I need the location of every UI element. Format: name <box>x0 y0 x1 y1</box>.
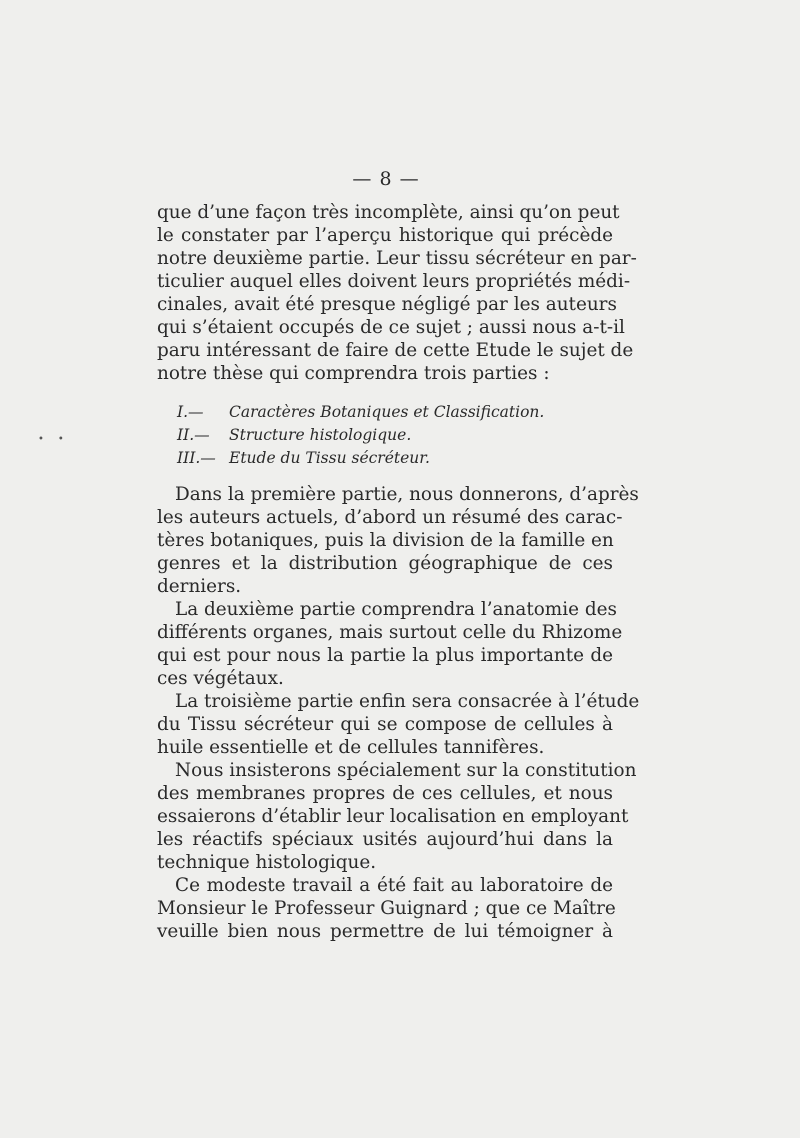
text-line: que d’une façon très incomplète, ainsi qu’on peut <box>157 202 620 223</box>
text-line: les auteurs actuels, d’abord un résumé des carac- <box>157 507 623 528</box>
text-line: Monsieur le Professeur Guignard ; que ce Maître <box>157 898 616 919</box>
text-line: ces végétaux. <box>157 668 284 689</box>
part-title: Structure histologique. <box>229 426 412 444</box>
part-title: Etude du Tissu sécréteur. <box>229 449 430 467</box>
text-line: paru intéressant de faire de cette Etude le sujet de <box>157 340 634 361</box>
text-line: Ce modeste travail a été fait au laboratoire de <box>175 875 613 896</box>
text-line: notre thèse qui comprendra trois parties : <box>157 363 550 384</box>
text-line: tères botaniques, puis la division de la famille en <box>157 530 614 551</box>
paragraph-membranes <box>157 759 637 874</box>
text-line: essaierons d’établir leur localisation en employant <box>157 806 629 827</box>
parts-list <box>177 401 613 470</box>
text-line: veuille bien nous permettre de lui témoigner à <box>157 921 613 942</box>
part-number: I.— <box>177 403 204 421</box>
part-item <box>177 424 613 447</box>
paragraph-second-part <box>157 598 623 690</box>
part-number: III.— <box>177 449 216 467</box>
paragraph-acknowledgement <box>157 874 616 943</box>
page-number: — 8 — <box>352 168 420 190</box>
text-line: technique histologique. <box>157 852 377 873</box>
text-line: des membranes propres de ces cellules, et nous <box>157 783 613 804</box>
text-line: Nous insisterons spécialement sur la constitution <box>175 760 637 781</box>
part-item <box>177 447 613 470</box>
paragraph-first-part <box>157 483 639 598</box>
intro-paragraph <box>157 201 637 385</box>
part-title: Caractères Botaniques et Classification. <box>229 403 545 421</box>
margin-dots: •• <box>38 434 78 445</box>
text-line: cinales, avait été presque négligé par les auteurs <box>157 294 617 315</box>
body-text <box>157 201 640 943</box>
part-item <box>177 401 613 424</box>
text-line: genres et la distribution géographique de ces <box>157 553 613 574</box>
part-number: II.— <box>177 426 210 444</box>
text-line: les réactifs spéciaux usités aujourd’hui dans la <box>157 829 613 850</box>
paragraph-third-part <box>157 690 640 759</box>
text-line: ticulier auquel elles doivent leurs propriétés médi- <box>157 271 631 292</box>
text-line: différents organes, mais surtout celle du Rhizome <box>157 622 623 643</box>
text-line: La troisième partie enfin sera consacrée à l’étude <box>175 691 640 712</box>
text-line: Dans la première partie, nous donnerons, d’après <box>175 484 639 505</box>
text-line: notre deuxième partie. Leur tissu sécréteur en par- <box>157 248 637 269</box>
text-line: du Tissu sécréteur qui se compose de cellules à <box>157 714 613 735</box>
text-line: qui s’étaient occupés de ce sujet ; aussi nous a-t-il <box>157 317 625 338</box>
text-line: qui est pour nous la partie la plus importante de <box>157 645 613 666</box>
text-line: huile essentielle et de cellules tannifères. <box>157 737 545 758</box>
text-line: La deuxième partie comprendra l’anatomie des <box>175 599 617 620</box>
text-line: derniers. <box>157 576 242 597</box>
text-line: le constater par l’aperçu historique qui précède <box>157 225 613 246</box>
